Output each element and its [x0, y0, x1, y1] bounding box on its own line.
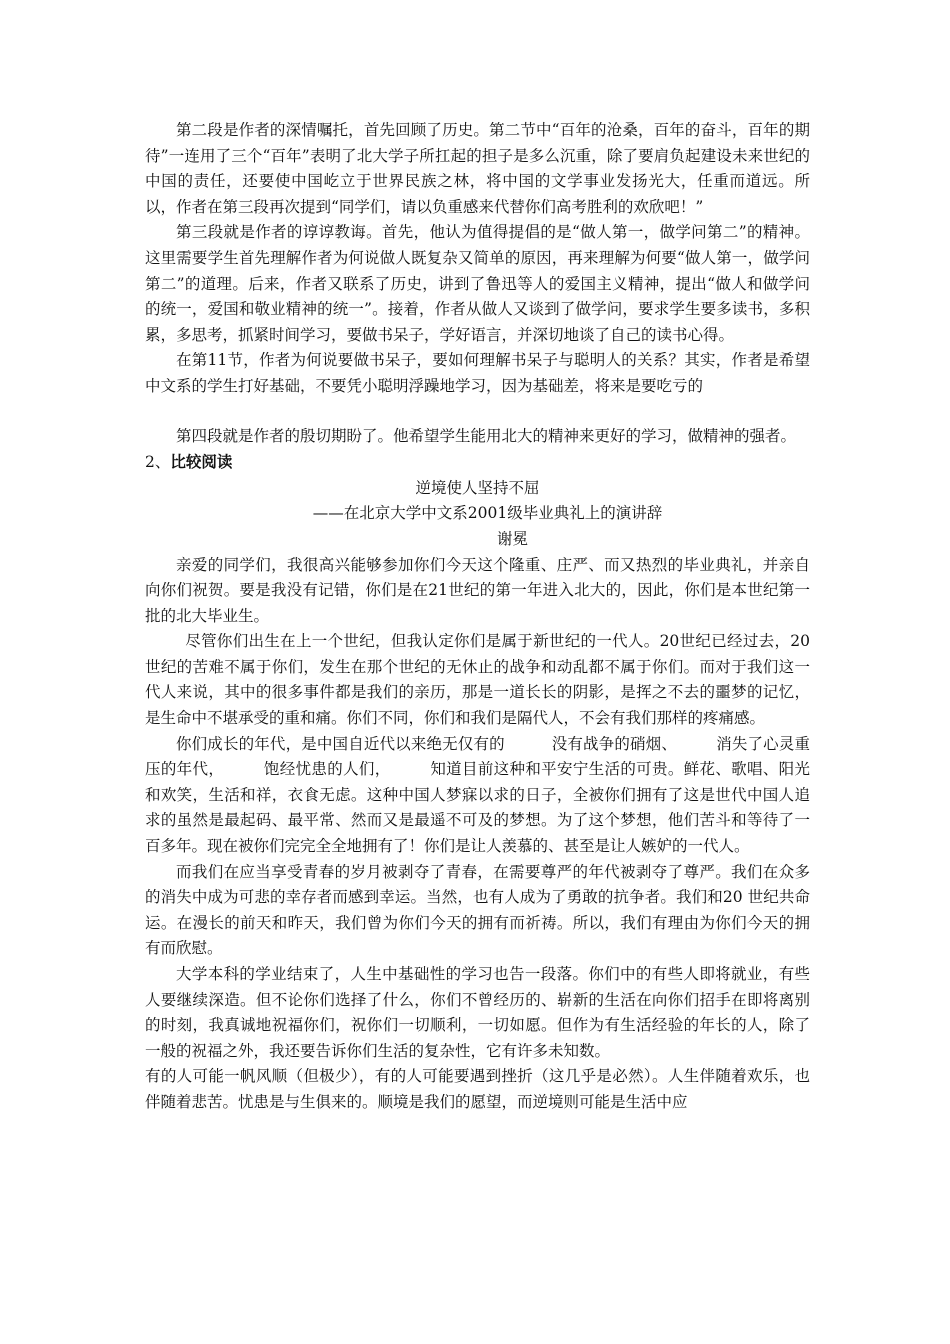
- article-paragraph-2: 尽管你们出生在上一个世纪，但我认定你们是属于新世纪的一代人。20世纪已经过去，20世纪的苦难不属于你们，发生在那个世纪的无休止的战争和动乱都不属于你们。而对于我们这一代人来说，其中的很多事件都是我们的亲历，那是一道长长的阴影，是挥之不去的噩梦的记忆，是生命中不堪承受的重和痛。你们不同，你们和我们是隔代人，不会有我们那样的疼痛感。: [145, 632, 810, 728]
- article-paragraph-6: 有的人可能一帆风顺（但极少），有的人可能要遇到挫折（这几乎是必然）。人生伴随着欢乐，也伴随着悲苦。忧患是与生俱来的。顺境是我们的愿望，而逆境则可能是生活中应: [145, 1067, 810, 1111]
- section-label: 比较阅读: [170, 452, 233, 472]
- article-subtitle: ——在北京大学中文系2001级毕业典礼上的演讲辞: [312, 504, 663, 523]
- document-page: [145, 118, 810, 1116]
- article-paragraph-1: 亲爱的同学们，我很高兴能够参加你们今天这个隆重、庄严、而又热烈的毕业典礼，并亲自向你们祝贺。要是我没有记错，你们是在21世纪的第一年进入北大的，因此，你们是本世纪第一批的北大毕业生。: [145, 555, 810, 625]
- article-paragraph-3: 你们成长的年代，是中国自近代以来绝无仅有的 没有战争的硝烟、 消失了心灵重压的年代， 饱经忧患的人们， 知道目前这种和平安宁生活的可贵。鲜花、歌唱、阳光和欢笑，生活和祥，衣食无虑。这种中国人梦寐以求的日子，全被你们拥有了这是世代中国人追求的虽然是最起码、最平常、然而又是最遥不可及的梦想。为了这个梦想，他们苦斗和等待了一百多年。现在被你们完完全全地拥有了！你们是让人羡慕的、甚至是让人嫉妒的一代人。: [145, 734, 810, 856]
- section-number: 2、: [145, 453, 171, 472]
- analysis-paragraph-3: 在第11节，作者为何说要做书呆子，要如何理解书呆子与聪明人的关系？其实，作者是希望中文系的学生打好基础，不要凭小聪明浮躁地学习，因为基础差，将来是要吃亏的: [145, 351, 810, 395]
- article-paragraph-4: 而我们在应当享受青春的岁月被剥夺了青春，在需要尊严的年代被剥夺了尊严。我们在众多的消失中成为可悲的幸存者而感到幸运。当然，也有人成为了勇敢的抗争者。我们和20 世纪共命运。在漫长的前天和昨天，我们曾为你们今天的拥有而祈祷。所以，我们有理由为你们今天的拥有而欣慰。: [145, 862, 810, 958]
- section-heading: [145, 449, 810, 476]
- analysis-paragraph-1: 第二段是作者的深情嘱托，首先回顾了历史。第二节中“百年的沧桑，百年的奋斗，百年的期待”一连用了三个“百年”表明了北大学子所扛起的担子是多么沉重，除了要肩负起建设未来世纪的中国的责任，还要使中国屹立于世界民族之林，将中国的文学事业发扬光大，任重而道远。所以，作者在第三段再次提到“同学们，请以负重感来代替你们高考胜利的欢欣吧！”: [145, 121, 810, 216]
- article-author: 谢冕: [496, 529, 528, 548]
- article-title: 逆境使人坚持不屈: [415, 478, 540, 497]
- blank-line: [145, 400, 810, 424]
- article-paragraph-5: 大学本科的学业结束了，人生中基础性的学习也告一段落。你们中的有些人即将就业，有些人要继续深造。但不论你们选择了什么，你们不曾经历的、崭新的生活在向你们招手在即将离别的时刻，我真诚地祝福你们，祝你们一切顺利，一切如愿。但作为有生活经验的年长的人，除了一般的祝福之外，我还要告诉你们生活的复杂性，它有许多未知数。: [145, 965, 810, 1060]
- analysis-paragraph-4: 第四段就是作者的殷切期盼了。他希望学生能用北大的精神来更好的学习，做精神的强者。: [176, 426, 797, 445]
- analysis-paragraph-2: 第三段就是作者的谆谆教诲。首先，他认为值得提倡的是“做人第一，做学问第二”的精神。这里需要学生首先理解作者为何说做人既复杂又简单的原因，再来理解为何要“做人第一，做学问第二”的道理。后来，作者又联系了历史，讲到了鲁迅等人的爱国主义精神，提出“做人和做学问的统一，爱国和敬业精神的统一”。接着，作者从做人又谈到了做学问，要求学生要多读书，多积累，多思考，抓紧时间学习，要做书呆子，学好语言，并深切地谈了自己的读书心得。: [145, 223, 810, 344]
